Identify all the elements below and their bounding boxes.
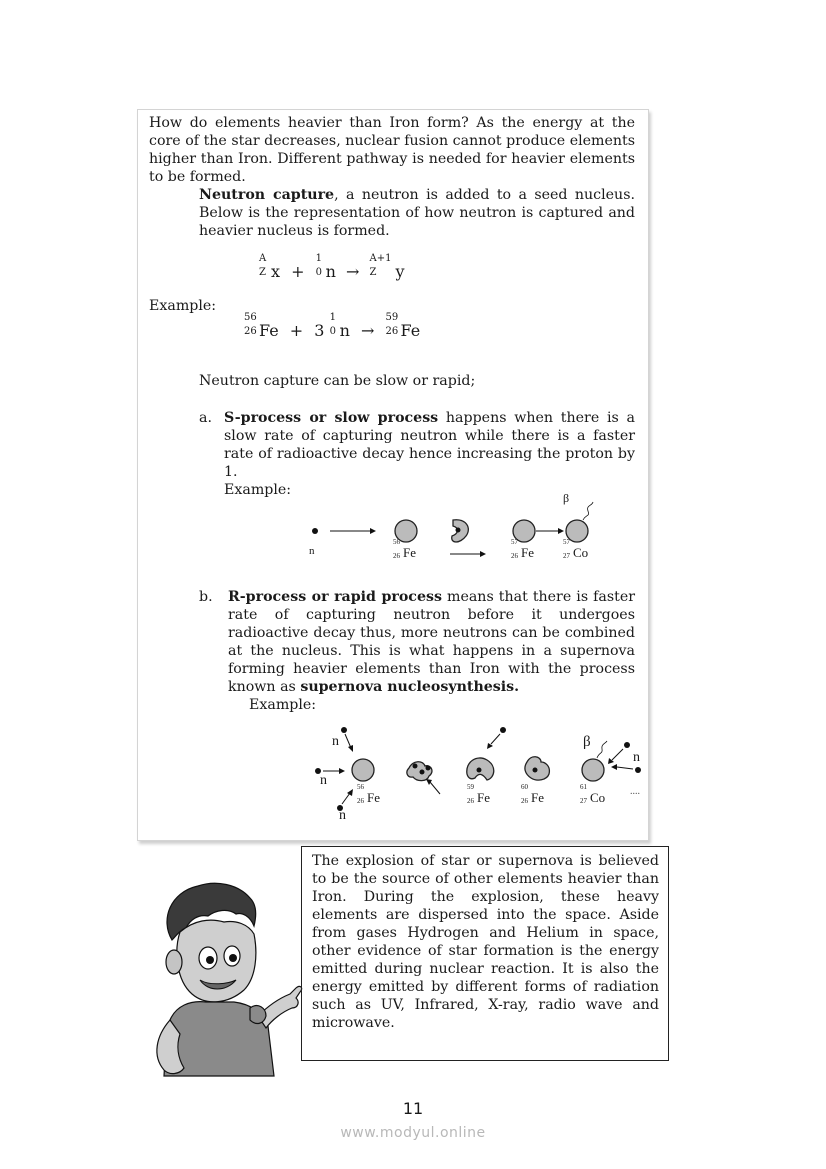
callout-text: The explosion of star or supernova is believed to be the source of other elements heavier than Iron. During the explosion, these heavy elements are dispersed into the space. Aside from gases Hydrogen and Helium in space, other evidence of star formation is the energy emitted during nuclear reaction. It is also the energy emitted by different forms of radiation such as UV, Infrared, X-ray, radio wave and microwave. [312,853,659,1031]
intro-text: How do elements heavier than Iron form? As the energy at the core of the star decreases, nuclear fusion cannot produce elements higher than Iron. Different pathway is needed for heavier elements to be formed. [149,115,635,185]
atomic-number: 26 [467,797,474,805]
mass-number: 61 [580,783,587,791]
atomic-number: 0 [315,267,322,278]
arrow-head [347,789,353,796]
beta-wave [597,741,607,758]
captured-neutron [420,770,425,775]
plus-sign: + [289,321,304,340]
captured-neutron [426,766,431,771]
neutron-dot [624,742,630,748]
symbol: Fe [400,321,421,340]
fe60-label [521,783,544,806]
neutron-dot [635,767,641,773]
fe60-nucleus [525,757,549,780]
pointing-arm [258,986,302,1028]
neutron-capture-text: , a neutron is added to a seed nucleus. Below is the representation of how neutron is captured and heavier nucleus is formed. [199,187,635,239]
cartoon-boy-illustration [150,880,305,1078]
fe56-label [393,538,416,561]
coefficient: 3 [314,321,325,340]
neutron-dot [312,528,318,534]
symbol: Co [573,545,589,560]
mass-number: 56 [393,538,400,546]
intro-paragraph [149,114,635,186]
symbol: Co [590,790,606,805]
atomic-number: 26 [521,797,528,805]
nuclide-fe56 [244,312,279,340]
nuclide-x [259,253,281,281]
arrow-line [617,767,633,769]
atomic-number: Z [369,267,377,278]
beta-label: β [583,734,591,750]
co61-nucleus [582,759,604,781]
neutron-label-left: n [320,773,327,788]
arrow-head [611,764,617,770]
nuclide-n [315,253,336,281]
neutron-label-top: n [332,734,339,749]
symbol: x [271,262,281,281]
fe56-label [357,783,380,806]
arrow-line [430,782,440,794]
symbol: Fe [477,790,490,805]
s-process-term: S-process or slow process [224,410,439,426]
symbol: Fe [531,790,544,805]
captured-neutron [413,764,418,769]
beta-wave [583,502,593,520]
arrow-head [487,743,493,749]
mass-number: 56 [244,312,257,323]
fe57-label [511,538,534,561]
sleeve [250,1006,266,1024]
mass-number: 60 [521,783,528,791]
supernova-callout-box [301,846,669,1061]
neutron-label-right: n [633,750,640,765]
r-process-figure [305,722,650,827]
symbol: Fe [521,545,534,560]
list-marker: b. [199,589,213,605]
neutron-capture-term: Neutron capture [199,187,335,203]
arrow-head [558,528,564,534]
r-process-paragraph [228,588,635,696]
neutron-capture-paragraph [199,186,635,240]
symbol: Fe [259,321,279,340]
fe56-nucleus [352,759,374,781]
atomic-number: 27 [563,552,570,560]
atomic-number: 0 [329,326,336,337]
arrow-head [339,768,345,774]
nuclide-fe59 [385,312,421,340]
r-process-example-label [249,696,316,714]
mass-number: 57 [511,538,518,546]
mass-number: 1 [315,253,322,264]
atomic-number: 26 [244,326,257,337]
neutron-label: n [309,545,315,557]
atomic-number: 26 [357,797,364,805]
mass-number: A [259,253,267,264]
example-equation [244,312,421,340]
symbol: Fe [403,545,416,560]
s-process-text: happens when there is a slow rate of capturing neutron while there is a faster rate of radioactive decay hence increasing the proton by 1. [224,410,635,480]
reaction-arrow: → [346,262,360,281]
r-process-term: R-process or rapid process [228,589,442,605]
arrow-line [491,734,500,744]
beta-label: β [563,491,570,505]
s-process-marker [199,409,212,427]
atomic-number: 26 [511,552,518,560]
mass-number: 59 [467,783,474,791]
co57-label [563,538,589,561]
neutron-dot [341,727,347,733]
left-pupil [206,956,214,964]
symbol: n [325,262,336,281]
page-number: 11 [402,1099,424,1118]
mass-number: A+1 [369,253,392,264]
example-label-text: Example: [249,697,317,713]
symbol: n [339,321,350,340]
neutron-label-bottom: n [339,808,346,823]
general-equation [259,253,405,281]
atomic-number: 27 [580,797,587,805]
fe59-label [467,783,490,806]
nuclide-n [329,312,350,340]
mass-number: 59 [385,312,399,323]
symbol: Fe [367,790,380,805]
watermark: www.modyul.online [340,1125,486,1141]
atomic-number: 26 [385,326,399,337]
r-process-marker [199,588,213,606]
mass-number: 56 [357,783,364,791]
example-label [149,297,216,315]
r-process-text: means that there is faster rate of capturing neutron before it undergoes radioactive decay thus, more neutrons can be combined at the nucleus. This is what happens in a supernova forming heavier elements than Iron with the process known as [228,589,636,695]
reaction-arrow: → [360,321,375,340]
slow-or-rapid-text [199,372,475,390]
plus-sign: + [291,262,305,281]
captured-neutron [477,768,482,773]
nuclide-y [369,253,405,281]
capturing-nucleus [407,762,432,781]
example-label-text: Example: [149,298,217,314]
ellipsis: .... [630,786,640,797]
symbol: y [395,262,405,281]
captured-neutron [456,528,461,533]
atomic-number: 26 [393,552,400,560]
arrow-head [480,551,486,557]
arrow-head [370,528,376,534]
list-marker: a. [199,410,212,426]
arrow-line [345,734,351,748]
co61-label [580,783,606,806]
right-pupil [229,954,237,962]
captured-neutron [533,768,538,773]
atomic-number: Z [259,267,266,278]
s-process-example-label: Example: [224,482,292,498]
supernova-nucleosynthesis-term: supernova nucleosynthesis. [300,679,520,695]
slow-or-rapid-sentence: Neutron capture can be slow or rapid; [199,373,476,389]
arrow-line [612,749,623,760]
neutron-dot [500,727,506,733]
ear [166,950,182,974]
arrow-line [342,793,350,804]
mass-number: 57 [563,538,570,546]
mass-number: 1 [329,312,336,323]
arrow-head [348,745,353,752]
